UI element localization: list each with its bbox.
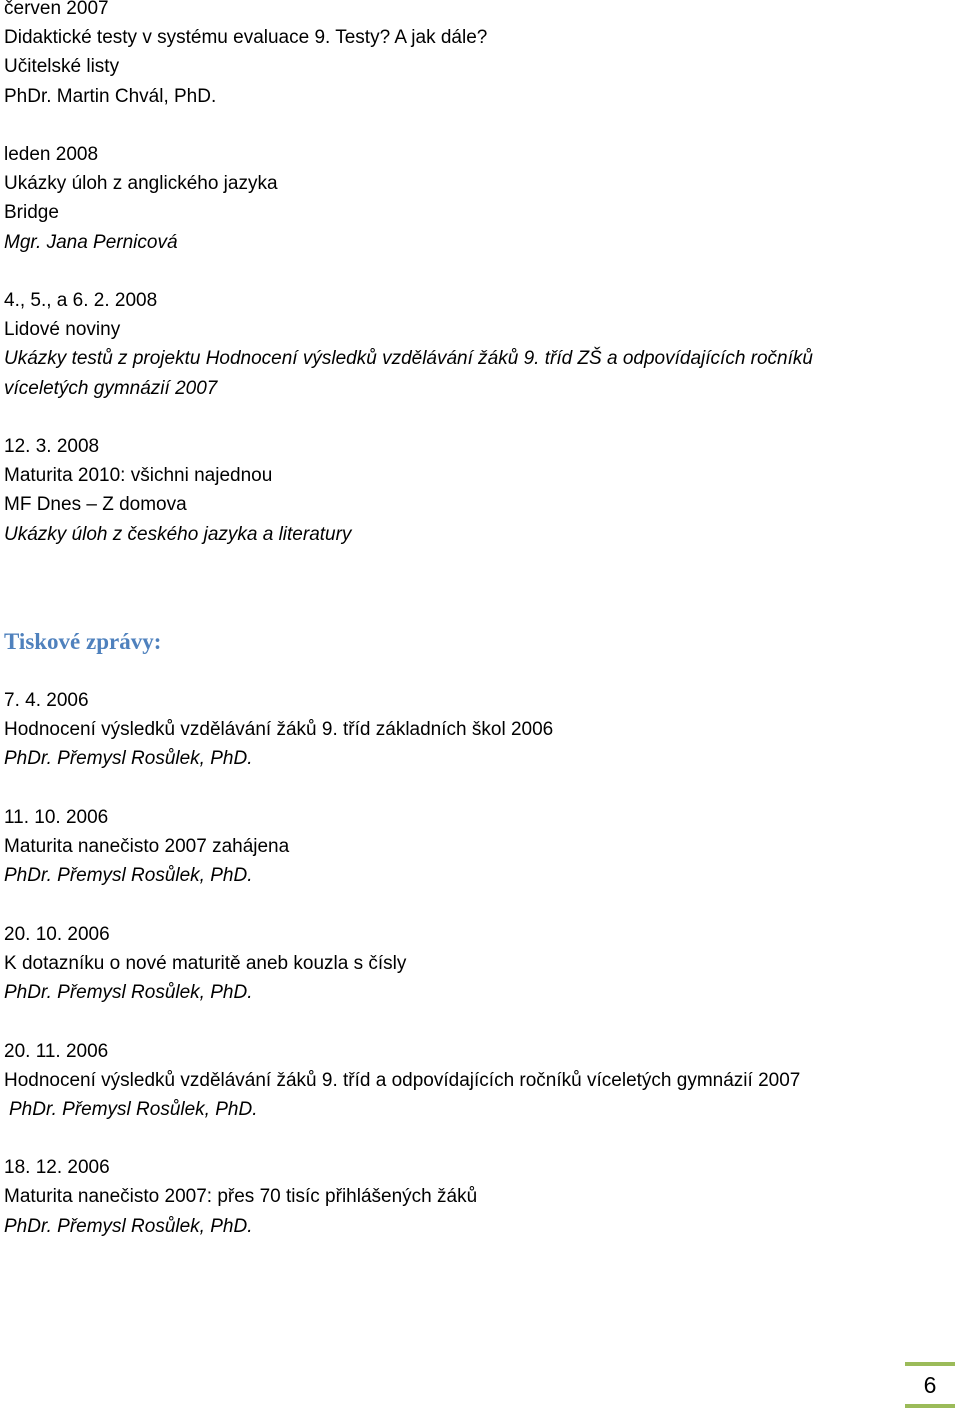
press-title: Maturita nanečisto 2007 zahájena <box>4 836 290 857</box>
press-title: Hodnocení výsledků vzdělávání žáků 9. tříd základních škol 2006 <box>4 719 554 740</box>
article-source: Bridge <box>4 202 59 223</box>
press-title: K dotazníku o nové maturitě aneb kouzla s čísly <box>4 953 407 974</box>
press-author: PhDr. Přemysl Rosůlek, PhD. <box>4 865 253 886</box>
article-title: Didaktické testy v systému evaluace 9. Testy? A jak dále? <box>4 27 488 48</box>
press-title: Hodnocení výsledků vzdělávání žáků 9. tříd a odpovídajících ročníků víceletých gymnázií 2007 <box>4 1070 801 1091</box>
article-author: Mgr. Jana Pernicová <box>4 232 178 253</box>
press-author: PhDr. Přemysl Rosůlek, PhD. <box>4 1216 253 1237</box>
article-date: leden 2008 <box>4 144 99 165</box>
press-date: 20. 10. 2006 <box>4 924 110 945</box>
press-author: PhDr. Přemysl Rosůlek, PhD. <box>4 982 253 1003</box>
press-title: Maturita nanečisto 2007: přes 70 tisíc přihlášených žáků <box>4 1186 478 1207</box>
article-source: Lidové noviny <box>4 319 121 340</box>
article-description: Ukázky úloh z českého jazyka a literatury <box>4 524 352 545</box>
article-title: Maturita 2010: všichni najednou <box>4 465 273 486</box>
article-source: Učitelské listy <box>4 56 120 77</box>
page-number-box <box>905 1362 955 1408</box>
press-date: 11. 10. 2006 <box>4 807 109 828</box>
press-author: PhDr. Přemysl Rosůlek, PhD. <box>9 1099 258 1120</box>
article-source: MF Dnes – Z domova <box>4 494 187 515</box>
article-title: Ukázky úloh z anglického jazyka <box>4 173 278 194</box>
press-date: 18. 12. 2006 <box>4 1157 110 1178</box>
press-date: 20. 11. 2006 <box>4 1041 109 1062</box>
press-releases-heading: Tiskové zprávy: <box>4 629 162 654</box>
article-author: PhDr. Martin Chvál, PhD. <box>4 86 217 107</box>
article-description-cont: víceletých gymnázií 2007 <box>4 378 218 399</box>
article-description: Ukázky testů z projektu Hodnocení výsledků vzdělávání žáků 9. tříd ZŠ a odpovídajících ročníků <box>4 348 813 369</box>
press-author: PhDr. Přemysl Rosůlek, PhD. <box>4 748 253 769</box>
page-number: 6 <box>923 1372 937 1398</box>
article-date: červen 2007 <box>4 0 109 19</box>
article-date: 4., 5., a 6. 2. 2008 <box>4 290 158 311</box>
press-date: 7. 4. 2006 <box>4 690 89 711</box>
article-date: 12. 3. 2008 <box>4 436 100 457</box>
